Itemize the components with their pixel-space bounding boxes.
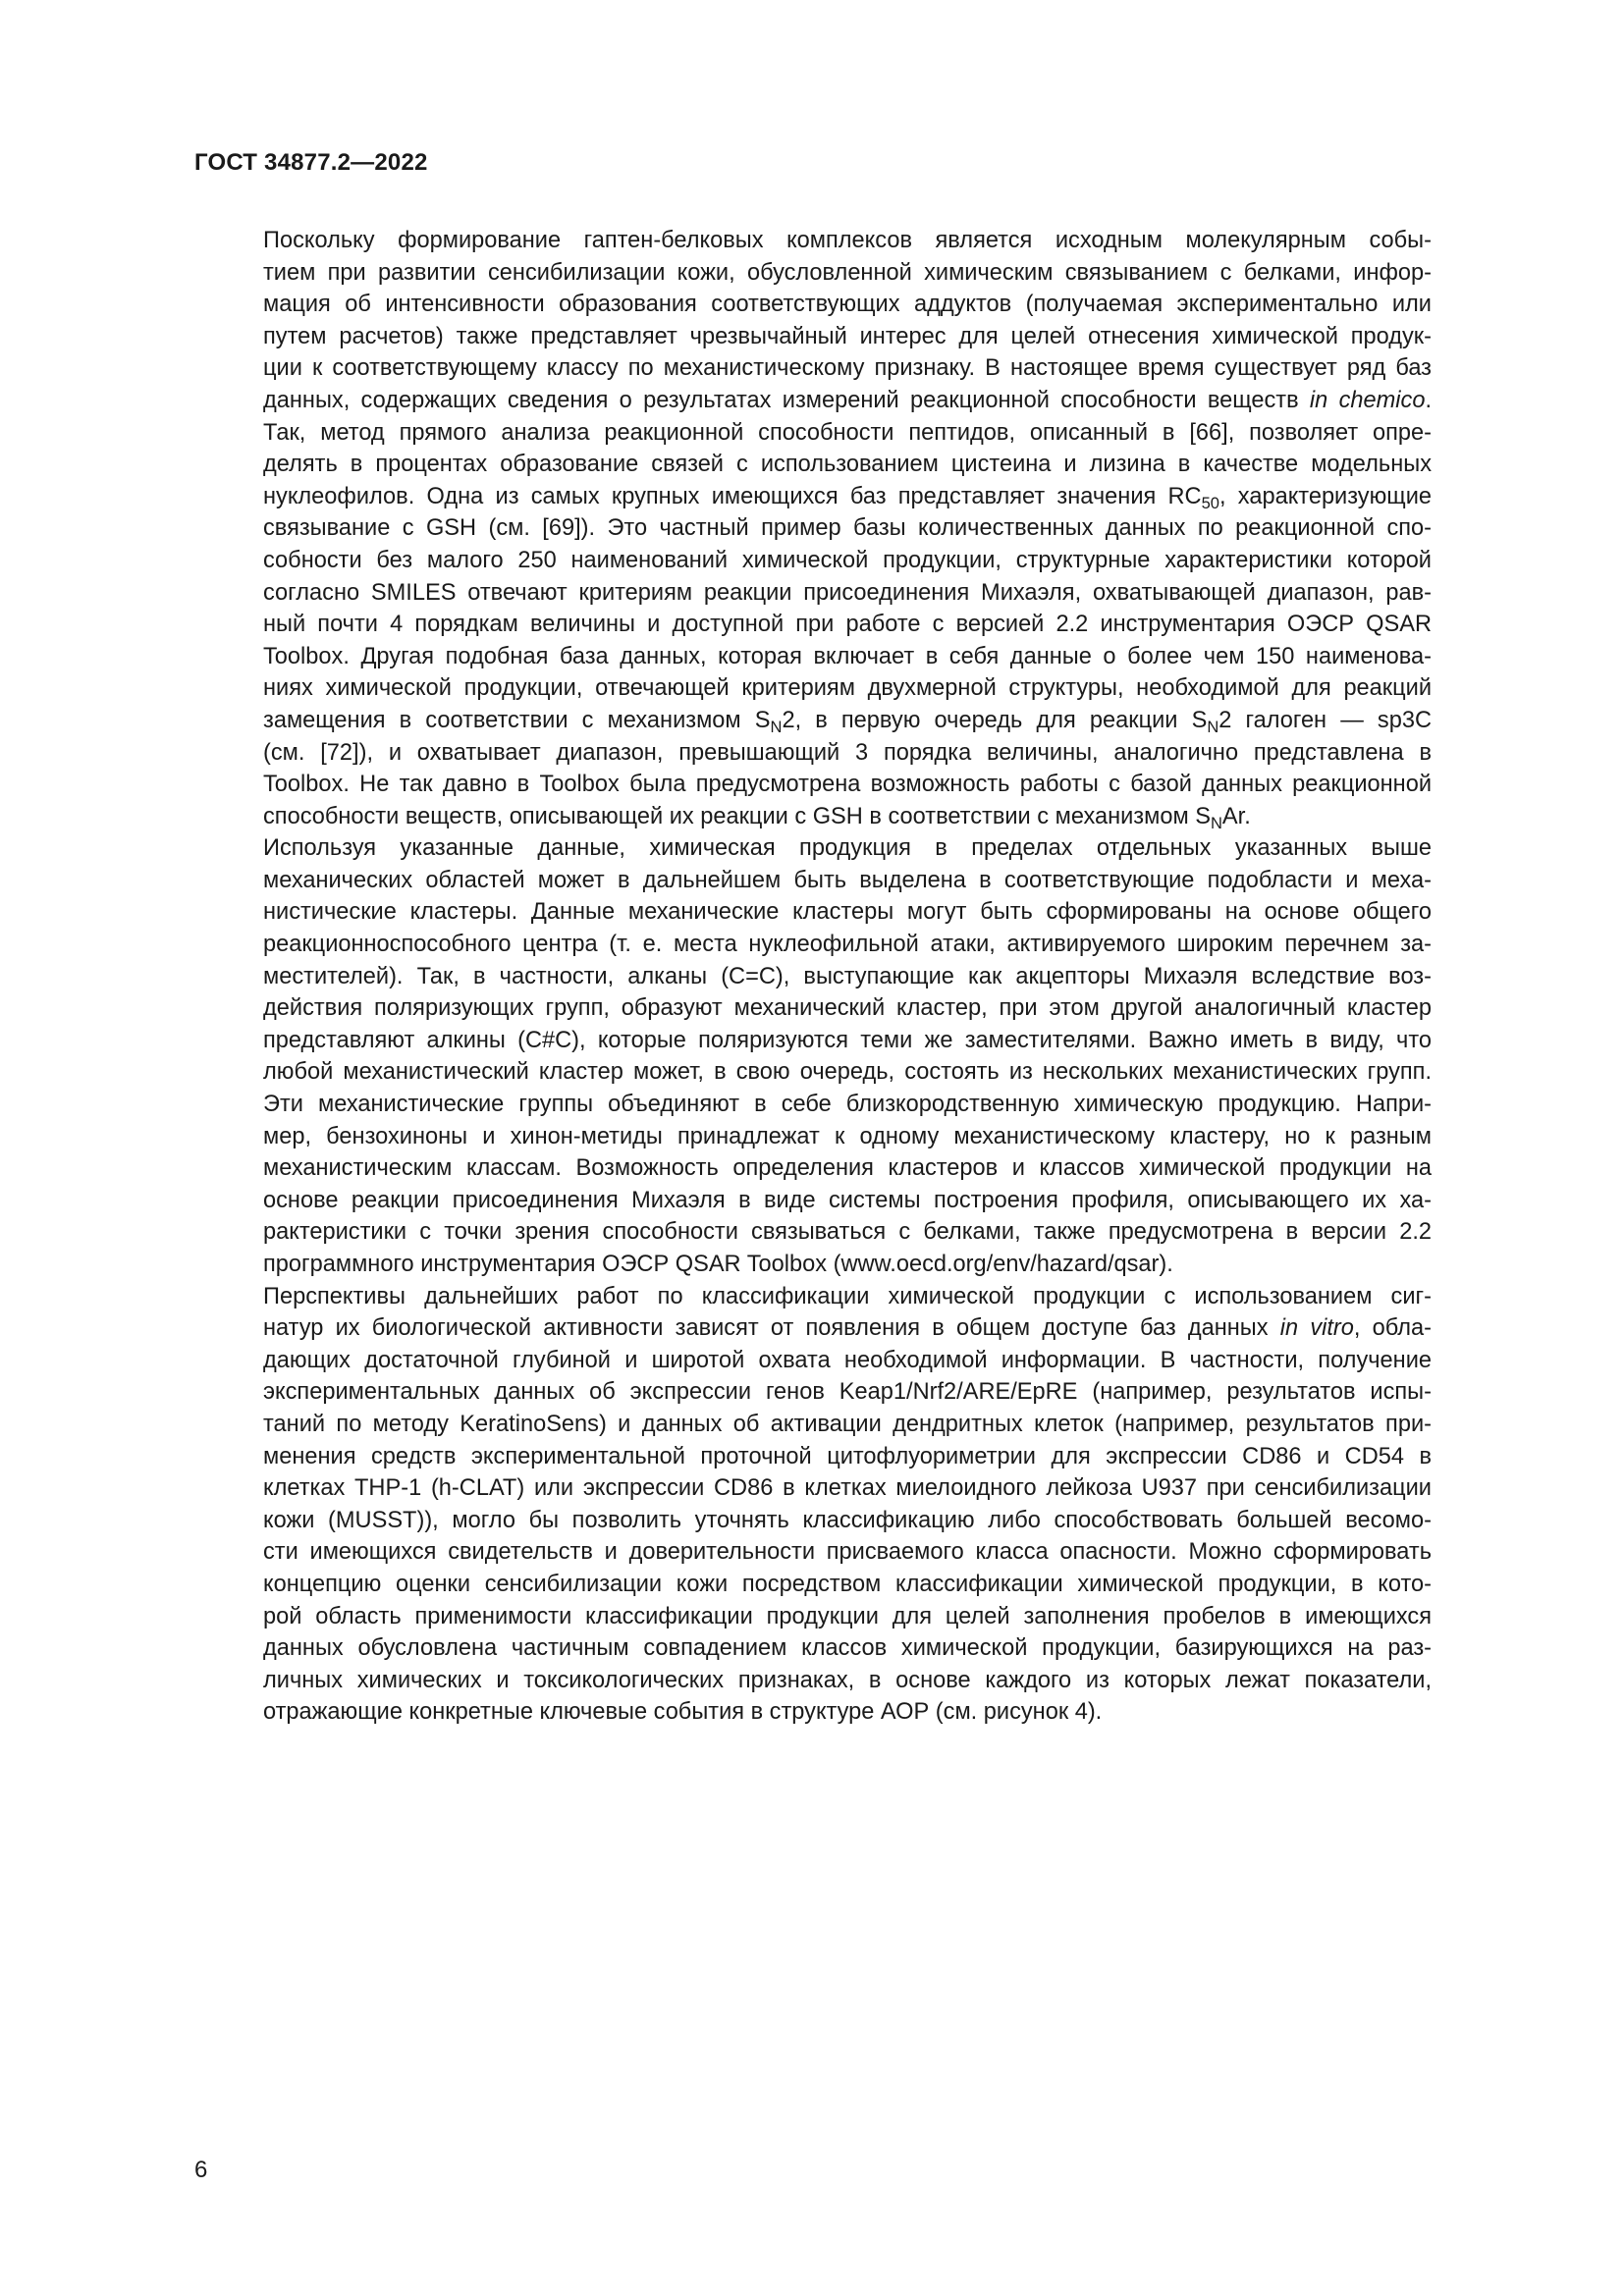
text-line: собности без малого 250 наименований химической продукции, структурные характеристики которой [263, 547, 1432, 573]
text-line: личных химических и токсикологических признаках, в основе каждого из которых лежат показатели, [263, 1667, 1432, 1693]
text-segment: нуклеофилов. Одна из самых крупных имеющихся баз представляет значения RC [263, 483, 1202, 509]
text-line: механических областей может в дальнейшем быть выделена в соответствующие подобласти и меха- [263, 867, 1432, 893]
italic-term: in chemico [1309, 387, 1426, 413]
body-text [194, 225, 1432, 1729]
text-segment: данных, содержащих сведения о результатах измерений реакционной способности веществ [263, 387, 1310, 413]
text-line: путем расчетов) также представляет чрезвычайный интерес для целей отнесения химической продук- [263, 323, 1432, 349]
text-line [194, 481, 1432, 513]
text-segment: способности веществ, описывающей их реакции с GSH в соответствии с механизмом S [263, 803, 1211, 829]
text-line: согласно SMILES отвечают критериям реакции присоединения Михаэля, охватывающей диапазон, рав- [263, 579, 1432, 606]
text-line: экспериментальных данных об экспрессии генов Keap1/Nrf2/ARE/EpRE (например, результатов испы- [263, 1379, 1432, 1406]
text-line: рой область применимости классификации продукции для целей заполнения пробелов в имеющихся [263, 1603, 1432, 1629]
subscript: N [1210, 813, 1222, 832]
text-segment: , обла- [1353, 1315, 1433, 1342]
text-line: данных обусловлена частичным совпадением классов химической продукции, базирующихся на раз- [263, 1635, 1432, 1662]
text-line: тием при развитии сенсибилизации кожи, обусловленной химическим связыванием с белками, инфор- [263, 259, 1432, 286]
text-segment: натур их биологической активности зависят от появления в общем доступе баз данных [263, 1315, 1280, 1342]
text-line: действия поляризующих групп, образуют механический кластер, при этом другой аналогичный кластер [263, 995, 1432, 1022]
text-line: Используя указанные данные, химическая продукция в пределах отдельных указанных выше [263, 835, 1432, 862]
text-line: таний по методу KeratinoSens) и данных об активации дендритных клеток (например, результатов при- [263, 1411, 1432, 1437]
text-line: ный почти 4 порядкам величины и доступной при работе с версией 2.2 инструментария ОЭСР QSAR [263, 612, 1432, 638]
text-line: Поскольку формирование гаптен-белковых комплексов является исходным молекулярным собы- [263, 228, 1432, 253]
text-line: Эти механистические группы объединяют в себе близкородственную химическую продукцию. Напри- [263, 1092, 1432, 1118]
text-line: делять в процентах образование связей с использованием цистеина и лизина в качестве модельных [263, 452, 1432, 478]
text-line [194, 1312, 1432, 1345]
text-line: любой механистический кластер может, в свою очередь, состоять из нескольких механистических групп. [263, 1059, 1432, 1086]
text-line: отражающие конкретные ключевые события в структуре АОР (см. рисунок 4). [263, 1699, 1103, 1726]
text-segment: , характеризующие [1218, 483, 1432, 509]
text-segment: замещения в соответствии с механизмом S [263, 707, 771, 733]
text-line: Так, метод прямого анализа реакционной способности пептидов, описанный в [66], позволяет опре- [263, 419, 1432, 446]
text-line: нистические кластеры. Данные механические кластеры могут быть сформированы на основе общего [263, 899, 1432, 926]
text-segment: 2, в первую очередь для реакции S [782, 707, 1208, 733]
text-line: представляют алкины (C#C), которые поляризуются теми же заместителями. Важно иметь в виду, что [263, 1027, 1432, 1053]
italic-term: in vitro [1279, 1315, 1354, 1342]
text-line: Toolbox. Другая подобная база данных, которая включает в себя данные о более чем 150 наименова- [263, 643, 1432, 669]
text-line: ниях химической продукции, отвечающей критериям двухмерной структуры, необходимой для реакций [263, 675, 1432, 702]
subscript: N [1207, 717, 1219, 736]
text-segment: Ar. [1221, 803, 1251, 829]
text-line: клетках THP-1 (h-CLAT) или экспрессии CD86 в клетках миелоидного лейкоза U937 при сенсибилизации [263, 1475, 1432, 1502]
text-line: данных, содержащих сведения о результатах измерений реакционной способности веществ in chemico. [263, 387, 1433, 413]
text-line: механистическим классам. Возможность определения кластеров и классов химической продукции на [263, 1155, 1432, 1182]
text-line: связывание с GSH (см. [69]). Это частный пример базы количественных данных по реакционной спо- [263, 515, 1432, 542]
subscript: N [770, 717, 783, 736]
text-line [194, 705, 1432, 737]
subscript: 50 [1201, 493, 1219, 512]
paragraph-3 [194, 1281, 1432, 1729]
text-line: концепцию оценки сенсибилизации кожи посредством классификации химической продукции, в кото- [263, 1571, 1432, 1597]
text-line: (см. [72]), и охватывает диапазон, превышающий 3 порядка величины, аналогично представлена в [263, 739, 1432, 766]
text-line: кожи (MUSST)), могло бы позволить уточнять классификацию либо способствовать большей весомо- [263, 1507, 1432, 1533]
text-line: рактеристики с точки зрения способности связываться с белками, также предусмотрена в версии 2.2 [263, 1219, 1432, 1246]
text-line: Перспективы дальнейших работ по классификации химической продукции с использованием сиг- [263, 1283, 1432, 1309]
text-line: менения средств экспериментальной проточной цитофлуориметрии для экспрессии CD86 и CD54 в [263, 1443, 1432, 1469]
text-line: сти имеющихся свидетельств и доверительности присваемого класса опасности. Можно сформировать [263, 1539, 1432, 1566]
text-line [194, 801, 1432, 833]
text-line: дающих достаточной глубиной и широтой охвата необходимой информации. В частности, получение [263, 1347, 1432, 1373]
text-line: ции к соответствующему классу по механистическому признаку. В настоящее время существует ряд баз [263, 355, 1432, 382]
text-line: местителей). Так, в частности, алканы (C=C), выступающие как акцепторы Михаэля вследствие воз- [263, 963, 1432, 989]
text-segment: 2 галоген — sp3C [1218, 707, 1433, 733]
text-line: мер, бензохиноны и хинон-метиды принадлежат к одному механистическому кластеру, но к разным [263, 1123, 1432, 1149]
paragraph-2 [194, 832, 1432, 1280]
paragraph-1 [194, 225, 1432, 832]
text-line: Toolbox. Не так давно в Toolbox была предусмотрена возможность работы с базой данных реакционной [263, 772, 1432, 798]
text-line: основе реакции присоединения Михаэля в виде системы построения профиля, описывающего их ха- [263, 1187, 1432, 1213]
text-line: мация об интенсивности образования соответствующих аддуктов (получаемая экспериментально или [263, 292, 1432, 318]
page-number: 6 [194, 2157, 208, 2183]
text-line: реакционноспособного центра (т. е. места нуклеофильной атаки, активируемого широким перечнем за- [263, 932, 1432, 958]
document-code-header: ГОСТ 34877.2—2022 [194, 149, 428, 176]
text-line: программного инструментария ОЭСР QSAR Toolbox (www.oecd.org/env/hazard/qsar). [263, 1252, 1173, 1277]
